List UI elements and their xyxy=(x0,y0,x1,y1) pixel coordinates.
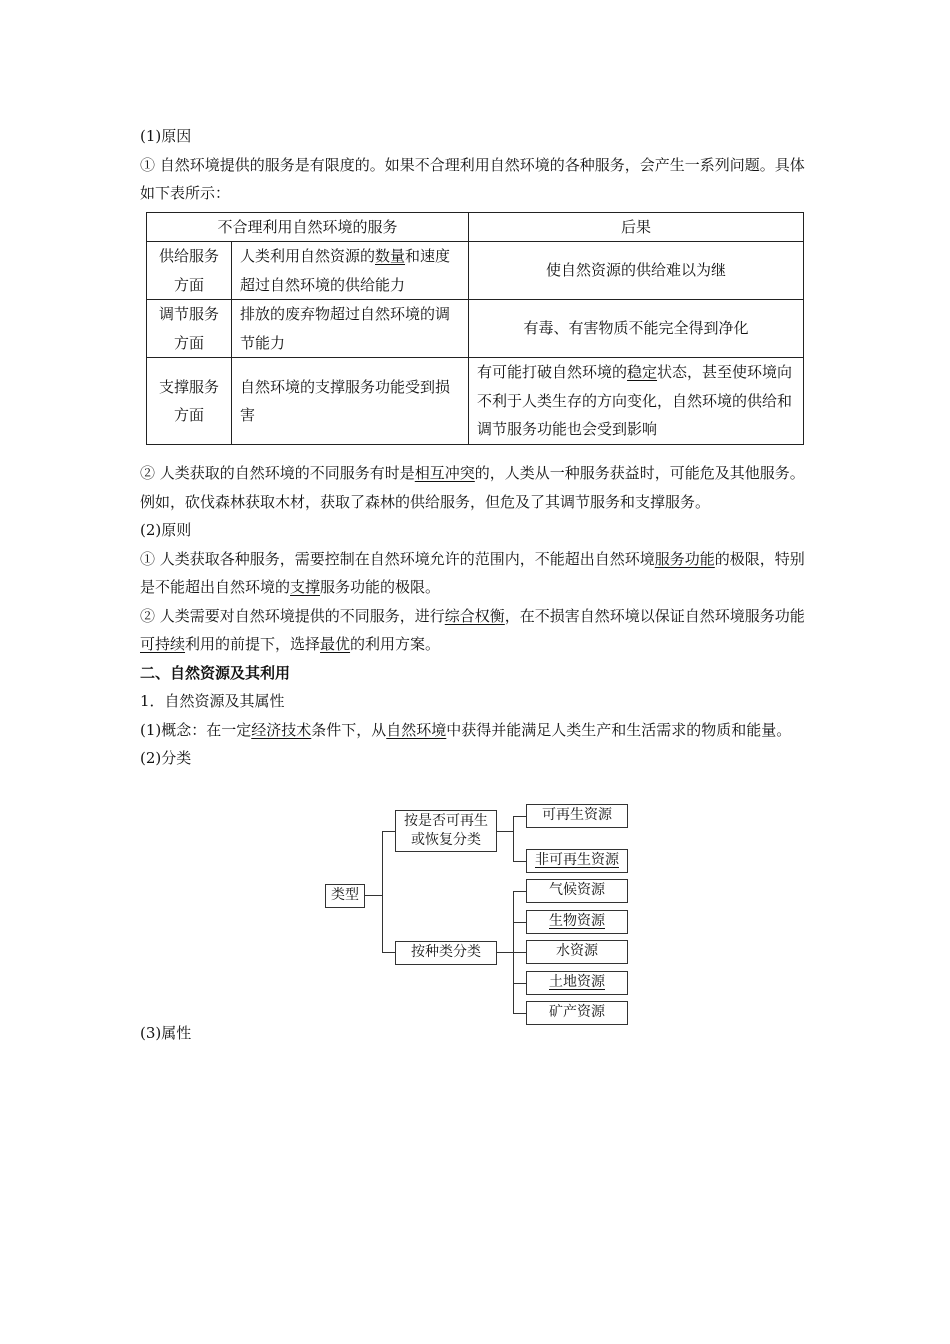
intro-paragraph: ① 自然环境提供的服务是有限度的。如果不合理利用自然环境的各种服务，会产生一系列问题。具体如下表所示： xyxy=(140,155,805,202)
box-label: 矿产资源 xyxy=(549,1004,605,1020)
conflict-paragraph xyxy=(140,459,810,516)
heading-classification: (2)分类 xyxy=(140,749,192,767)
box-label: 气候资源 xyxy=(549,882,605,898)
connector-line xyxy=(497,831,513,832)
underlined-term: 最优 xyxy=(320,635,351,653)
underlined-term: 数量 xyxy=(375,247,406,265)
root-box xyxy=(325,884,365,908)
text-run: 的利用方案。 xyxy=(350,635,441,653)
classification-diagram xyxy=(140,781,810,1020)
box-label: 水资源 xyxy=(556,943,598,959)
text-run: ① 人类获取各种服务，需要控制在自然环境允许的范围内，不能超出自然环境 xyxy=(140,549,655,568)
connector-line xyxy=(513,922,526,923)
document-page xyxy=(140,122,810,1047)
bio-resource-box xyxy=(526,910,628,934)
box-label: 按是否可再生 xyxy=(404,812,488,829)
effect-cell xyxy=(469,358,804,445)
text-run: 利用的前提下，选择 xyxy=(185,635,321,653)
box-label: 可再生资源 xyxy=(542,807,612,823)
effect-text: 有可能打破自然环境的 xyxy=(477,363,628,382)
table-header-cell: 后果 xyxy=(469,212,804,242)
connector-line xyxy=(513,1013,526,1014)
table-row xyxy=(147,358,804,445)
underlined-term: 经济技术 xyxy=(251,720,312,739)
box-label: 按种类分类 xyxy=(411,944,481,960)
underlined-term: 稳定 xyxy=(627,363,658,382)
subsection-title: 1．自然资源及其属性 xyxy=(140,692,285,710)
aspect-cell: 供给服务方面 xyxy=(147,242,232,300)
text-run: ，在不损害自然环境以保证自然环境服务功能 xyxy=(504,606,805,625)
text-run: 条件下，从 xyxy=(311,720,387,739)
connector-line xyxy=(513,861,526,862)
principle-1 xyxy=(140,545,810,602)
underlined-term: 相互冲突 xyxy=(414,464,475,482)
box-label: 非可再生资源 xyxy=(535,852,619,868)
connector-line xyxy=(497,952,513,953)
text-run: 服务功能的极限。 xyxy=(320,578,441,596)
effect-text: 有毒、有害物质不能完全得到净化 xyxy=(523,319,749,338)
cause-cell xyxy=(232,242,469,300)
connector-line xyxy=(365,895,382,896)
connector-line xyxy=(382,831,383,953)
connector-line xyxy=(513,816,526,817)
table-row xyxy=(147,242,804,300)
text-run: 的极限，特别是不能超出自然环境的 xyxy=(140,549,805,596)
cause-text: 和速度超过自然环境的供给能力 xyxy=(240,247,451,294)
effect-text: 使自然资源的供给难以为继 xyxy=(545,261,726,280)
table-header-cell: 不合理利用自然环境的服务 xyxy=(147,212,469,242)
heading-attributes: (3)属性 xyxy=(140,1023,192,1042)
cause-cell xyxy=(232,300,469,358)
principle-2 xyxy=(140,602,810,659)
text-run: ② 人类获取的自然环境的不同服务有时是 xyxy=(140,464,415,482)
underlined-term: 支撑 xyxy=(290,578,321,596)
branch-type-box xyxy=(395,941,497,965)
table-header-row xyxy=(147,212,804,242)
mineral-resource-box xyxy=(526,1001,628,1025)
aspect-cell: 支撑服务方面 xyxy=(147,358,232,445)
climate-resource-box xyxy=(526,879,628,903)
cause-cell xyxy=(232,358,469,445)
effect-cell xyxy=(469,300,804,358)
text-run: 的，人类从一种服务获益时，可能危及其他服务。例如，砍伐森林获取木材，获取了森林的供给服务，但危及了其调节服务和支撑服务。 xyxy=(140,464,805,511)
nonrenewable-resource-box xyxy=(526,849,628,873)
section-title: 二、自然资源及其利用 xyxy=(140,663,291,682)
underlined-term: 可持续 xyxy=(140,635,186,653)
box-label: 土地资源 xyxy=(549,974,605,990)
heading-reasons: (1)原因 xyxy=(140,127,192,145)
connector-line xyxy=(513,891,526,892)
table-row xyxy=(147,300,804,358)
text-run: (1)概念：在一定 xyxy=(140,720,252,739)
box-label: 生物资源 xyxy=(549,913,605,929)
underlined-term: 自然环境 xyxy=(386,720,447,739)
aspect-cell: 调节服务方面 xyxy=(147,300,232,358)
underlined-term: 服务功能 xyxy=(654,549,715,568)
text-run: 中获得并能满足人类生产和生活需求的物质和能量。 xyxy=(446,720,792,739)
land-resource-box xyxy=(526,971,628,995)
cause-text: 排放的废弃物超过自然环境的调节能力 xyxy=(240,305,451,352)
branch-renewability-box xyxy=(395,810,497,852)
underlined-term: 综合权衡 xyxy=(444,606,505,625)
cause-text: 人类利用自然资源的 xyxy=(240,247,376,265)
connector-line xyxy=(513,983,526,984)
connector-line xyxy=(382,952,395,953)
effect-cell xyxy=(469,242,804,300)
connector-line xyxy=(513,952,526,953)
text-run: ② 人类需要对自然环境提供的不同服务，进行 xyxy=(140,606,445,625)
connector-line xyxy=(513,816,514,862)
consequence-table xyxy=(146,212,804,446)
concept-paragraph xyxy=(140,716,810,745)
renewable-resource-box xyxy=(526,804,628,828)
water-resource-box xyxy=(526,940,628,964)
connector-line xyxy=(382,831,395,832)
box-label: 类型 xyxy=(331,887,359,903)
heading-principles: (2)原则 xyxy=(140,521,192,539)
cause-text: 自然环境的支撑服务功能受到损害 xyxy=(240,377,451,424)
box-label: 或恢复分类 xyxy=(411,831,481,848)
effect-text: 状态，甚至使环境向不利于人类生存的方向变化，自然环境的供给和调节服务功能也会受到影响 xyxy=(477,363,793,439)
